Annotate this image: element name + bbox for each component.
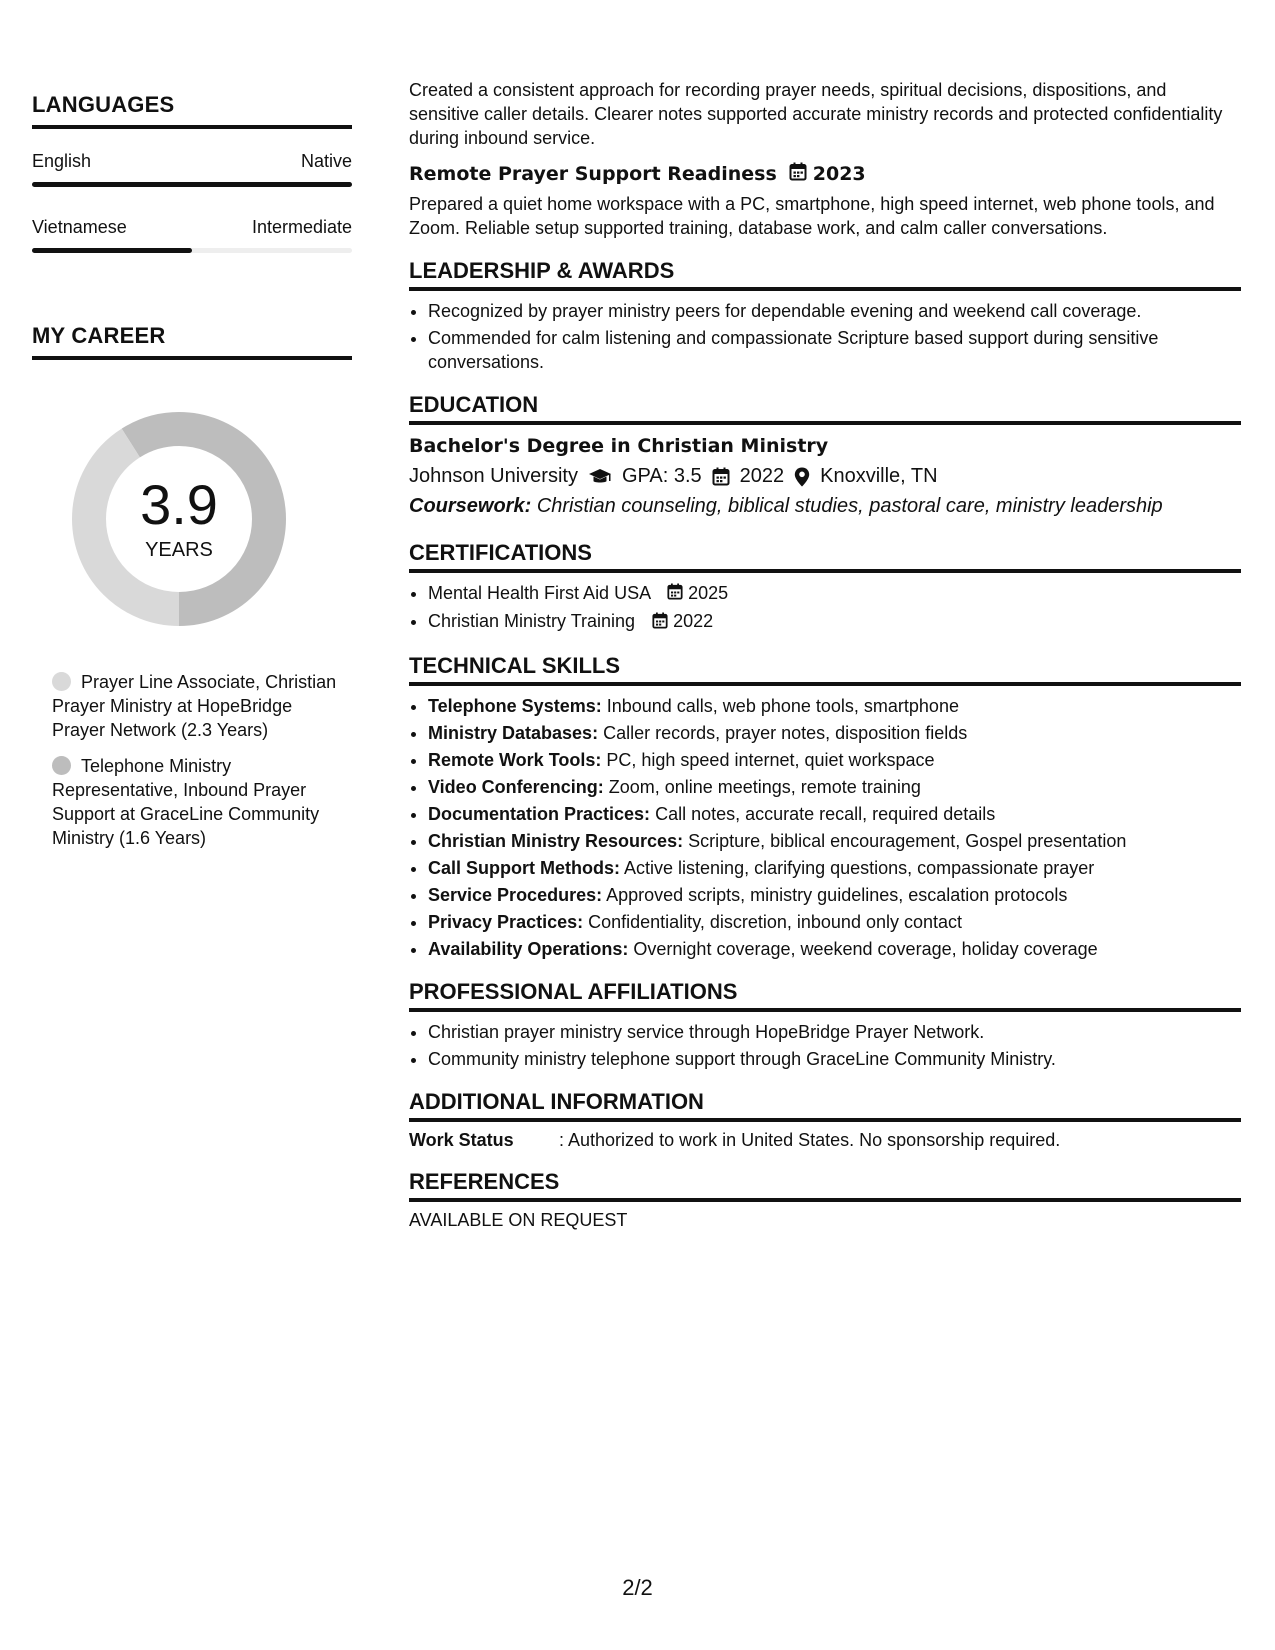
skill-label: Service Procedures: — [428, 884, 603, 905]
language-bar — [32, 182, 352, 187]
main-content — [409, 78, 1241, 1231]
additional-info-title: ADDITIONAL INFORMATION — [409, 1089, 1241, 1122]
skill-value: Zoom, online meetings, remote training — [608, 776, 921, 797]
education-meta — [409, 465, 1241, 488]
graduation-cap-icon — [588, 468, 612, 486]
skill-value: Inbound calls, web phone tools, smartphone — [606, 695, 959, 716]
education-school: Johnson University — [409, 465, 578, 487]
skill-value: Overnight coverage, weekend coverage, holiday coverage — [633, 938, 1098, 959]
language-name: English — [32, 151, 92, 171]
page-number: 2/2 — [622, 1575, 653, 1600]
skill-item — [428, 910, 1241, 934]
affiliation-item: • Community ministry telephone support through GraceLine Community Ministry. — [428, 1047, 1241, 1071]
skill-item — [428, 883, 1241, 907]
language-item — [32, 151, 352, 187]
sidebar — [32, 92, 352, 862]
skill-item — [428, 748, 1241, 772]
education-gpa: GPA: 3.5 — [621, 465, 702, 487]
skill-item — [428, 802, 1241, 826]
language-bar-fill — [32, 248, 192, 253]
career-years-unit: YEARS — [145, 538, 213, 561]
skill-value: PC, high speed internet, quiet workspace — [606, 749, 935, 770]
coursework-text: Christian counseling, biblical studies, pastoral care, ministry leadership — [536, 495, 1163, 517]
career-total-years: 3.9 — [140, 472, 218, 536]
project-description: Prepared a quiet home workspace with a PC, smartphone, high speed internet, web phone tools, and Zoom. Reliable setup supported training, database work, and calm caller conversations. — [409, 194, 1215, 238]
coursework-label: Coursework: — [409, 495, 532, 517]
education-title: EDUCATION — [409, 392, 1241, 425]
legend-dot — [52, 756, 71, 775]
skill-label: Call Support Methods: — [428, 857, 620, 878]
references-text: AVAILABLE ON REQUEST — [409, 1209, 628, 1230]
skill-value: Active listening, clarifying questions, compassionate prayer — [624, 857, 1095, 878]
skill-value: Confidentiality, discretion, inbound only contact — [588, 911, 963, 932]
skill-item — [428, 694, 1241, 718]
leadership-title: LEADERSHIP & AWARDS — [409, 258, 1241, 291]
certification-year: 2022 — [673, 611, 714, 632]
career-legend-item — [52, 670, 342, 742]
skill-value: Approved scripts, ministry guidelines, escalation protocols — [606, 884, 1068, 905]
language-level: Native — [300, 151, 352, 171]
education-coursework — [409, 495, 1241, 518]
work-status-value: : Authorized to work in United States. No sponsorship required. — [559, 1129, 1061, 1150]
language-bar-fill — [32, 182, 352, 187]
certifications-list — [409, 581, 1241, 635]
certification-name: Christian Ministry Training — [428, 611, 636, 632]
education-year: 2022 — [739, 465, 785, 487]
skill-label: Privacy Practices: — [428, 911, 584, 932]
skill-label: Remote Work Tools: — [428, 749, 602, 770]
career-legend — [52, 670, 342, 850]
career-legend-item — [52, 754, 342, 850]
calendar-icon — [789, 162, 807, 186]
language-name: Vietnamese — [32, 217, 127, 237]
languages-title: LANGUAGES — [32, 92, 352, 129]
career-role-label: Prayer Line Associate, Christian Prayer Ministry at HopeBridge Prayer Network (2.3 Years) — [52, 672, 337, 740]
skill-label: Video Conferencing: — [428, 776, 604, 797]
certifications-title: CERTIFICATIONS — [409, 540, 1241, 573]
skill-label: Availability Operations: — [428, 938, 629, 959]
career-donut-chart — [64, 404, 294, 634]
references-title: REFERENCES — [409, 1169, 1241, 1202]
project-heading — [409, 162, 1241, 186]
calendar-icon — [652, 611, 668, 635]
affiliation-item: • Christian prayer ministry service through HopeBridge Prayer Network. — [428, 1020, 1241, 1044]
skill-label: Telephone Systems: — [428, 695, 602, 716]
certification-year: 2025 — [688, 583, 729, 603]
leadership-list — [409, 299, 1241, 374]
skill-value: Scripture, biblical encouragement, Gospel presentation — [688, 830, 1127, 851]
skill-item — [428, 829, 1241, 853]
project-title: Remote Prayer Support Readiness — [409, 163, 777, 185]
language-bar — [32, 248, 352, 253]
calendar-icon — [667, 582, 683, 606]
skills-title: TECHNICAL SKILLS — [409, 653, 1241, 686]
certification-item — [428, 609, 1241, 634]
work-status-row — [409, 1130, 1241, 1151]
skill-item — [428, 721, 1241, 745]
skill-item — [428, 856, 1241, 880]
education-degree: Bachelor's Degree in Christian Ministry — [409, 435, 829, 457]
language-item — [32, 217, 352, 253]
career-role-label: Telephone Ministry Representative, Inbound Prayer Support at GraceLine Community Ministry (1.6 Years) — [52, 756, 320, 848]
skill-value: Caller records, prayer notes, disposition fields — [603, 722, 968, 743]
work-status-label: Work Status — [409, 1129, 514, 1150]
leadership-item: • Commended for calm listening and compassionate Scripture based support during sensitive conversations. — [428, 326, 1241, 374]
skill-item — [428, 937, 1241, 961]
career-title: MY CAREER — [32, 323, 352, 360]
leadership-item: • Recognized by prayer ministry peers for dependable evening and weekend call coverage. — [428, 299, 1241, 323]
certification-item — [428, 581, 1241, 606]
skill-label: Documentation Practices: — [428, 803, 651, 824]
legend-dot — [52, 672, 71, 691]
location-pin-icon — [794, 467, 810, 487]
skill-value: Call notes, accurate recall, required details — [655, 803, 996, 824]
certification-name: Mental Health First Aid USA — [428, 583, 651, 603]
skill-label: Christian Ministry Resources: — [428, 830, 684, 851]
affiliations-title: PROFESSIONAL AFFILIATIONS — [409, 979, 1241, 1012]
affiliations-list — [409, 1020, 1241, 1071]
education-location: Knoxville, TN — [820, 465, 938, 487]
skill-item — [428, 775, 1241, 799]
project-year: 2023 — [812, 163, 866, 185]
language-level: Intermediate — [251, 217, 352, 237]
skills-list — [409, 694, 1241, 961]
intro-paragraph: Created a consistent approach for recording prayer needs, spiritual decisions, dispositions, and sensitive caller details. Clearer notes supported accurate ministry records and protected confidentiality during inbound service. — [409, 80, 1223, 148]
skill-label: Ministry Databases: — [428, 722, 599, 743]
calendar-icon — [712, 467, 730, 486]
